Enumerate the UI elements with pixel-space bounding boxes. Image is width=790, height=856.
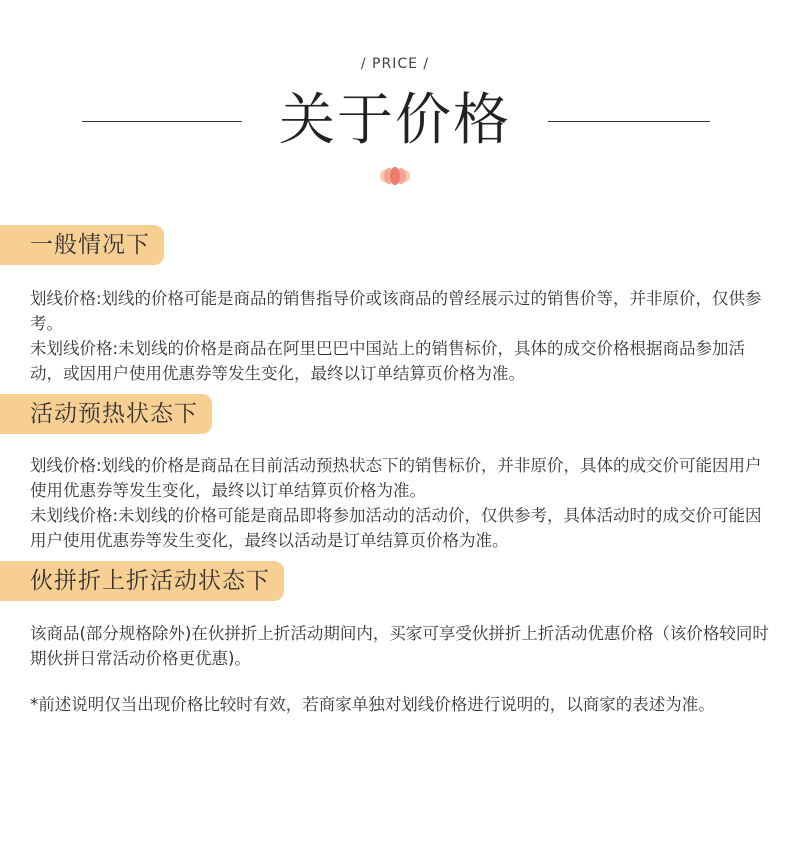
section-tag-preheat: 活动预热状态下 bbox=[0, 394, 212, 434]
paragraph: 未划线价格:未划线的价格可能是商品即将参加活动的活动价，仅供参考，具体活动时的成交价可能因用户使用优惠券等发生变化，最终以活动是订单结算页价格为准。 bbox=[30, 506, 762, 550]
section-general-body bbox=[30, 286, 770, 386]
section-preheat-body bbox=[30, 453, 770, 553]
paragraph: 未划线价格:未划线的价格是商品在阿里巴巴中国站上的销售标价，具体的成交价格根据商品参加活动，或因用户使用优惠券等发生变化，最终以订单结算页价格为准。 bbox=[30, 339, 746, 383]
header-divider-right bbox=[548, 121, 710, 122]
page-title: 关于价格 bbox=[279, 88, 511, 153]
price-subtitle: / PRICE / bbox=[360, 56, 430, 72]
footnote-text: *前述说明仅当出现价格比较时有效，若商家单独对划线价格进行说明的，以商家的表述为准。 bbox=[30, 695, 715, 714]
section-tag-group-discount: 伙拼折上折活动状态下 bbox=[0, 561, 284, 601]
paragraph: 划线价格:划线的价格可能是商品的销售指导价或该商品的曾经展示过的销售价等，并非原价，仅供参考。 bbox=[30, 289, 762, 333]
section-group-discount-body bbox=[30, 621, 770, 671]
paragraph: 划线价格:划线的价格是商品在目前活动预热状态下的销售标价，并非原价，具体的成交价可能因用户使用优惠券等发生变化，最终以订单结算页价格为准。 bbox=[30, 456, 762, 500]
footnote bbox=[30, 692, 770, 717]
paragraph: 该商品(部分规格除外)在伙拼折上折活动期间内，买家可享受伙拼折上折活动优惠价格（该价格较同时期伙拼日常活动价格更优惠)。 bbox=[30, 624, 769, 668]
section-tag-general: 一般情况下 bbox=[0, 225, 164, 265]
decorative-ornament-icon bbox=[378, 166, 412, 186]
